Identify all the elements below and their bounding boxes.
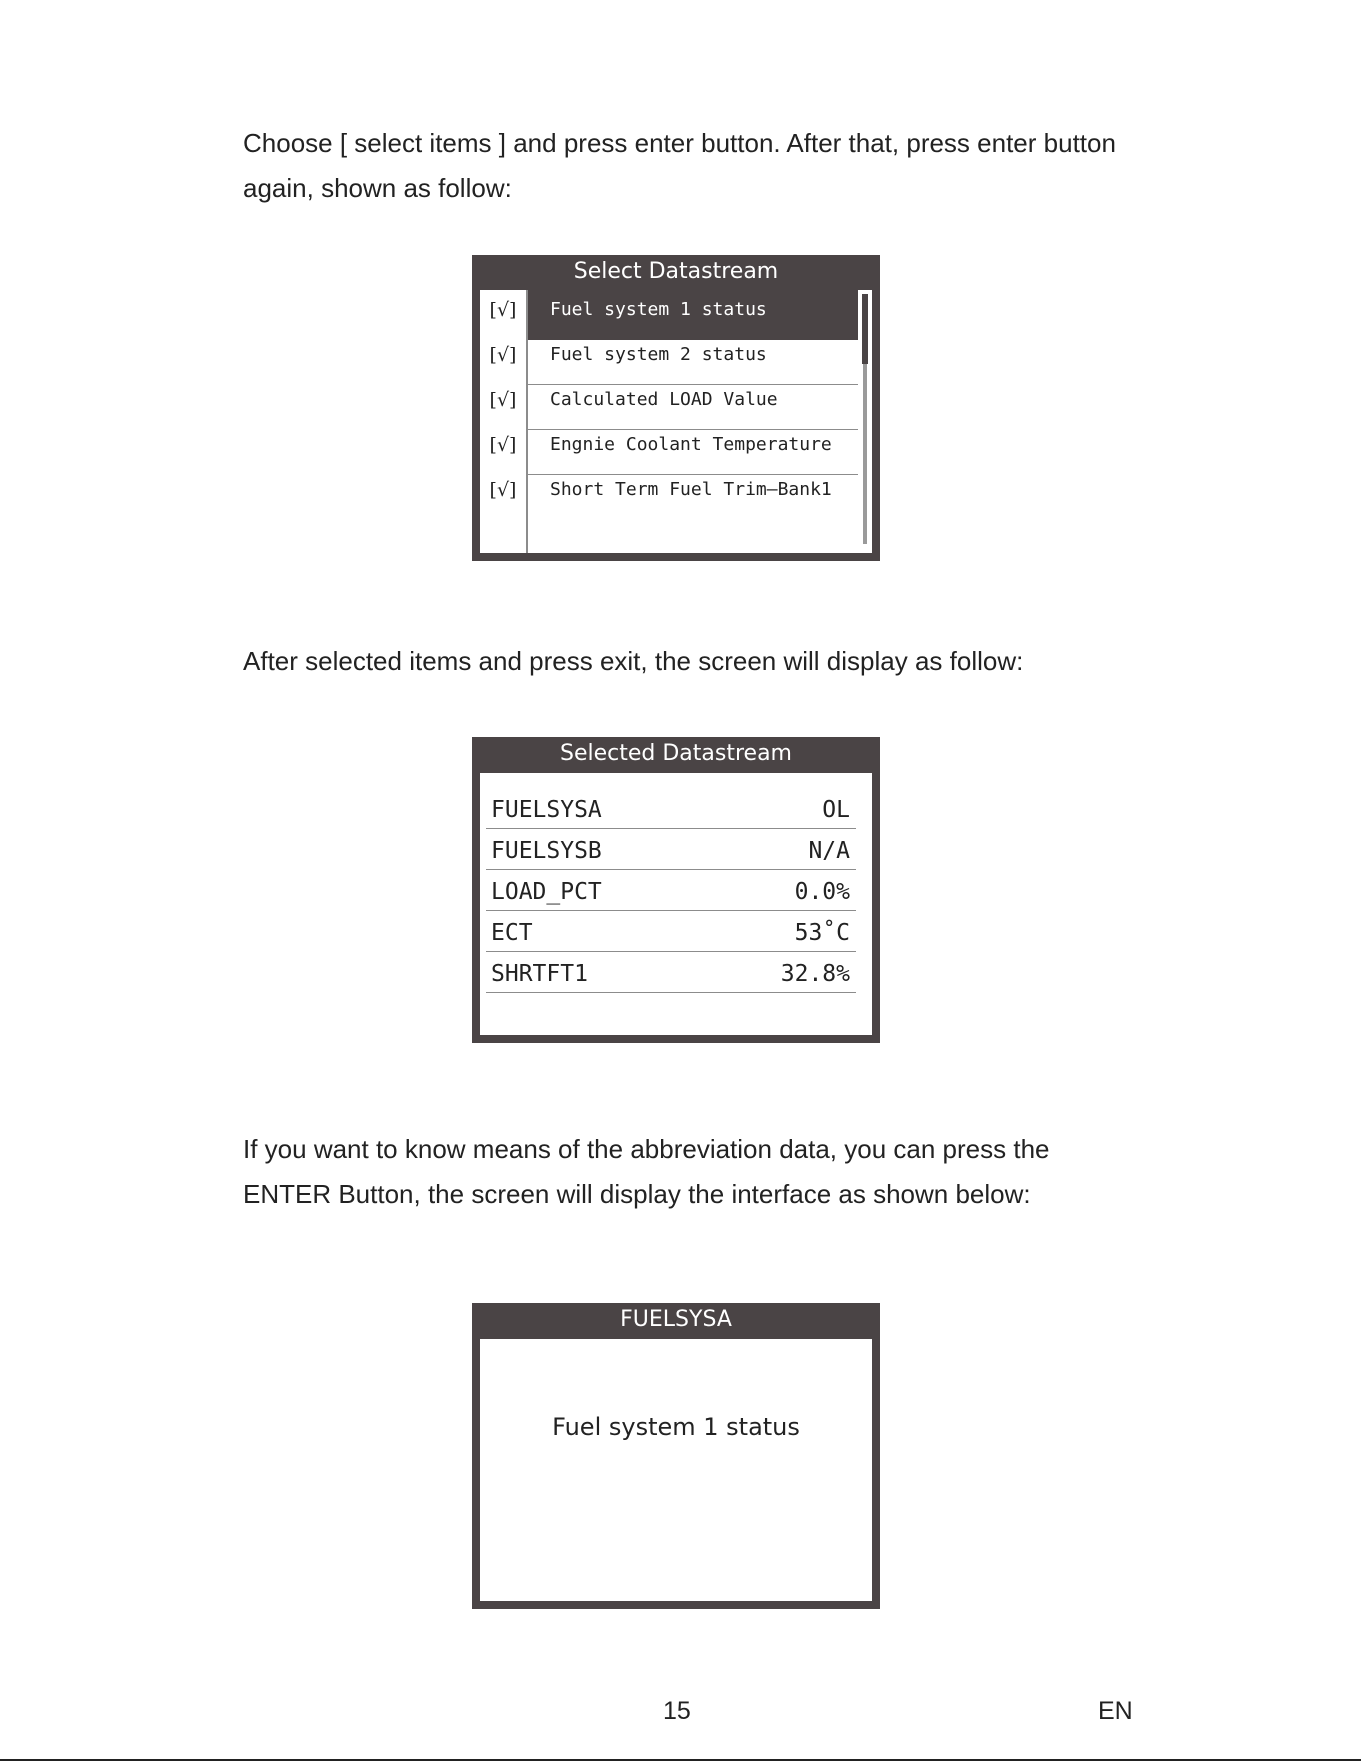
datastream-values-table <box>480 773 872 1035</box>
checkbox[interactable]: [√] <box>489 479 517 501</box>
parameter-name: FUELSYSA <box>491 797 602 823</box>
list-item-label: Fuel system 1 status <box>528 290 858 340</box>
parameter-name: SHRTFT1 <box>491 961 588 987</box>
datastream-list <box>480 290 872 553</box>
parameter-value: 53˚C <box>794 920 850 946</box>
instruction-paragraph-3: If you want to know means of the abbreviation data, you can press the ENTER Button, the screen will display the interface as shown below: <box>243 1134 1050 1209</box>
abbreviation-description: Fuel system 1 status <box>552 1413 800 1441</box>
abbreviation-detail-screen <box>472 1303 880 1609</box>
screen-title: Selected Datastream <box>560 741 792 766</box>
parameter-name: ECT <box>491 920 533 946</box>
language-code: EN <box>1098 1697 1133 1725</box>
scrollbar-thumb[interactable] <box>862 294 868 364</box>
checkbox[interactable]: [√] <box>489 389 517 411</box>
checkbox[interactable]: [√] <box>489 299 517 321</box>
detail-panel <box>480 1339 872 1601</box>
select-datastream-screen <box>472 255 880 561</box>
table-row[interactable] <box>486 912 856 952</box>
table-row[interactable] <box>486 830 856 870</box>
parameter-value: 32.8% <box>780 961 850 987</box>
list-item[interactable] <box>480 470 858 520</box>
table-row[interactable] <box>486 871 856 911</box>
list-item[interactable] <box>480 290 858 340</box>
parameter-name: FUELSYSB <box>491 838 602 864</box>
selected-datastream-screen <box>472 737 880 1043</box>
parameter-value: N/A <box>808 838 850 864</box>
parameter-value: 0.0% <box>794 879 850 905</box>
instruction-paragraph-1: Choose [ select items ] and press enter button. After that, press enter button again, shown as follow: <box>243 128 1116 203</box>
list-item-label: Calculated LOAD Value <box>528 380 858 430</box>
list-item-label: Fuel system 2 status <box>528 335 858 385</box>
table-row[interactable] <box>486 953 856 993</box>
list-item-label: Engnie Coolant Temperature <box>528 425 858 475</box>
screen-title: FUELSYSA <box>620 1307 732 1332</box>
list-item-label: Short Term Fuel Trim—Bank1 <box>550 479 832 500</box>
checkbox[interactable]: [√] <box>489 434 517 456</box>
checkbox[interactable]: [√] <box>489 344 517 366</box>
list-item[interactable] <box>480 380 858 430</box>
parameter-value: OL <box>822 797 850 823</box>
page-number: 15 <box>663 1697 691 1725</box>
screen-title: Select Datastream <box>573 259 779 284</box>
list-item[interactable] <box>480 335 858 385</box>
parameter-name: LOAD_PCT <box>491 879 602 905</box>
list-item[interactable] <box>480 425 858 475</box>
table-row[interactable] <box>486 789 856 829</box>
instruction-paragraph-2: After selected items and press exit, the screen will display as follow: <box>243 646 1024 676</box>
